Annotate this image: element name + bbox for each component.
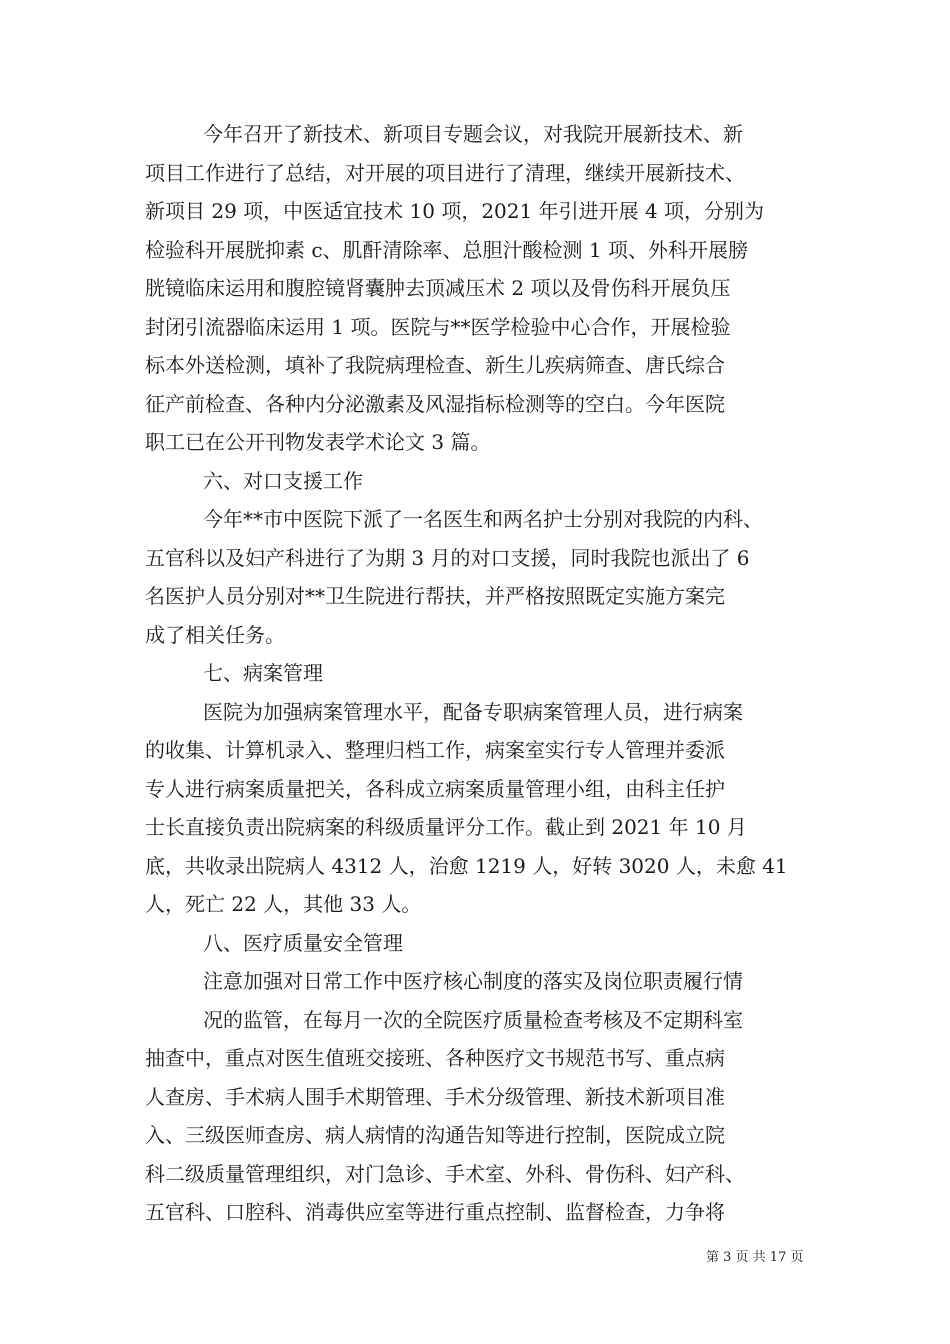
- text-line: 标本外送检测，填补了我院病理检查、新生儿疾病筛查、唐氏综合: [145, 353, 725, 377]
- text-line: 的收集、计算机录入、整理归档工作，病案室实行专人管理并委派: [145, 738, 725, 762]
- text-line: 专人进行病案质量把关，各科成立病案质量管理小组，由科主任护: [145, 776, 725, 801]
- text-line: 封闭引流器临床运用 1 项。医院与**医学检验中心合作，开展检验: [145, 314, 731, 339]
- text-line: 项目工作进行了总结，对开展的项目进行了清理，继续开展新技术、: [145, 160, 745, 185]
- text-line: 五官科、口腔科、消毒供应室等进行重点控制、监督检查，力争将: [145, 1200, 725, 1224]
- text-line: 八、医疗质量安全管理: [203, 930, 403, 955]
- text-line: 况的监管，在每月一次的全院医疗质量检查考核及不定期科室: [203, 1007, 743, 1032]
- text-line: 入、三级医师查房、病人病情的沟通告知等进行控制，医院成立院: [145, 1123, 725, 1147]
- text-line: 五官科以及妇产科进行了为期 3 月的对口支援，同时我院也派出了 6: [145, 545, 750, 570]
- text-line: 七、病案管理: [203, 661, 323, 685]
- text-line: 胱镜临床运用和腹腔镜肾囊肿去顶减压术 2 项以及骨伤科开展负压: [145, 276, 731, 300]
- text-line: 新项目 29 项，中医适宜技术 10 项，2021 年引进开展 4 项，分别为: [145, 199, 765, 223]
- text-line: 今年召开了新技术、新项目专题会议，对我院开展新技术、新: [203, 122, 743, 146]
- text-line: 人，死亡 22 人，其他 33 人。: [145, 892, 422, 916]
- text-line: 底，共收录出院病人 4312 人，治愈 1219 人，好转 3020 人，未愈 41: [145, 853, 788, 878]
- text-line: 医院为加强病案管理水平，配备专职病案管理人员，进行病案: [203, 699, 743, 724]
- text-line: 注意加强对日常工作中医疗核心制度的落实及岗位职责履行情: [203, 969, 743, 993]
- text-line: 抽查中，重点对医生值班交接班、各种医疗文书规范书写、重点病: [145, 1046, 725, 1070]
- document-body: [145, 115, 825, 1232]
- text-line: 六、对口支援工作: [203, 468, 363, 493]
- text-line: 成了相关任务。: [145, 622, 285, 647]
- text-line: 今年**市中医院下派了一名医生和两名护士分别对我院的内科、: [203, 507, 763, 531]
- text-line: 士长直接负责出院病案的科级质量评分工作。截止到 2021 年 10 月: [145, 815, 747, 839]
- text-line: 科二级质量管理组织，对门急诊、手术室、外科、骨伤科、妇产科、: [145, 1161, 745, 1186]
- page-number-footer: 第 3 页 共 17 页: [706, 1250, 804, 1265]
- text-line: 职工已在公开刊物发表学术论文 3 篇。: [145, 430, 491, 454]
- text-line: 名医护人员分别对**卫生院进行帮扶，并严格按照既定实施方案完: [145, 584, 725, 608]
- text-line: 人查房、手术病人围手术期管理、手术分级管理、新技术新项目准: [145, 1084, 725, 1109]
- text-line: 检验科开展胱抑素 c、肌酐清除率、总胆汁酸检测 1 项、外科开展膀: [145, 237, 748, 262]
- text-line: 征产前检查、各种内分泌激素及风湿指标检测等的空白。今年医院: [145, 391, 725, 416]
